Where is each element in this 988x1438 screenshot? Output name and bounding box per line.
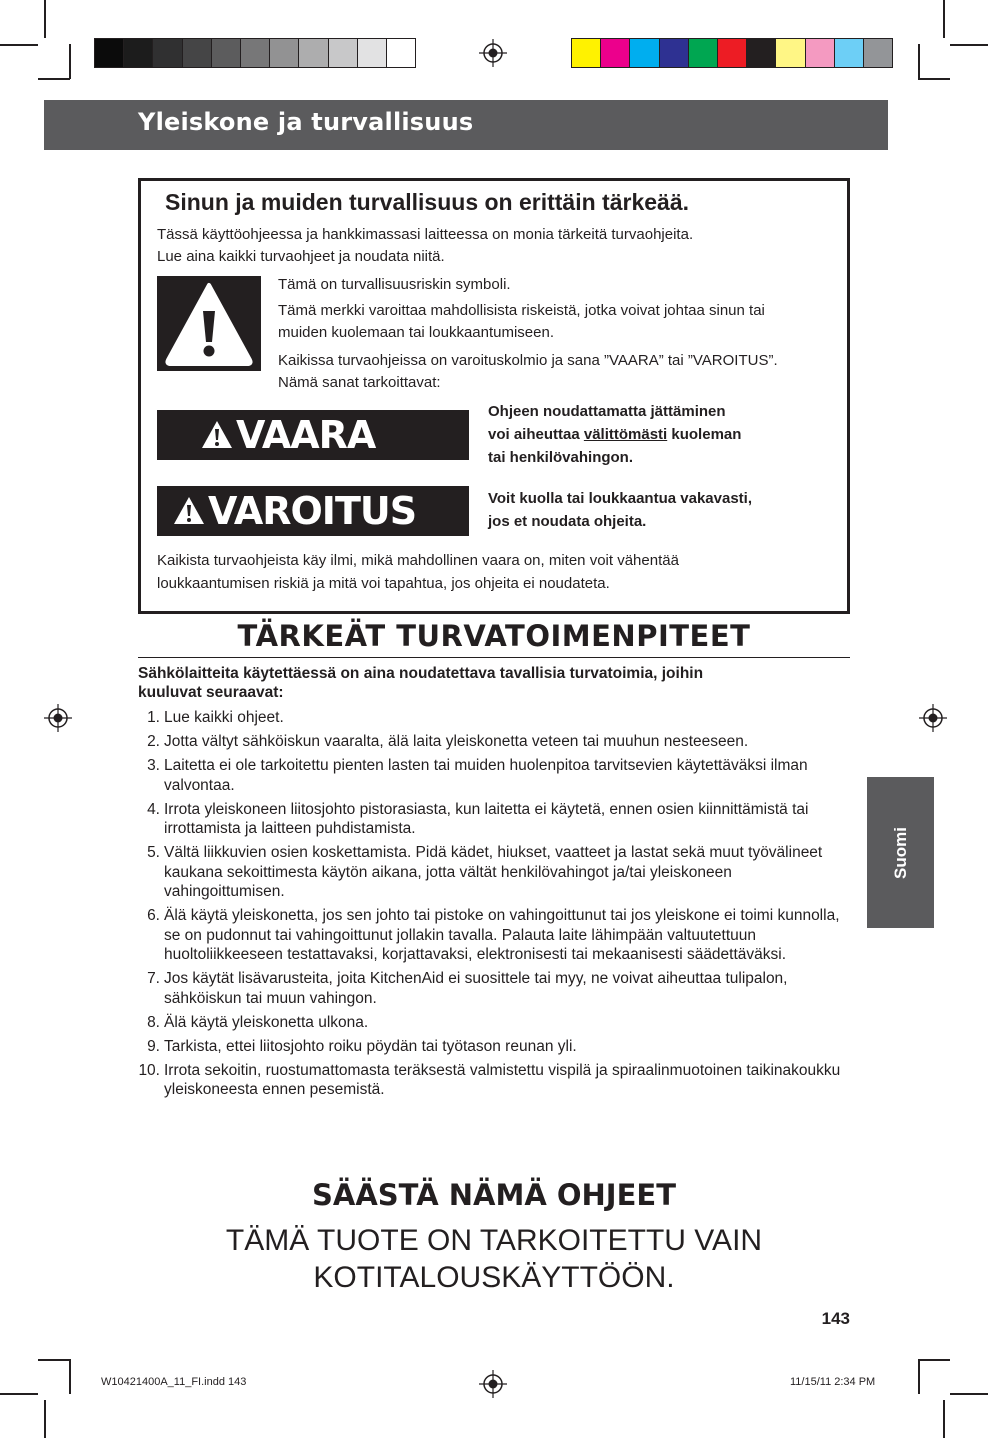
safeguard-item — [138, 756, 850, 795]
safeguard-item-number: 9. — [147, 1037, 160, 1055]
safeguard-item — [138, 1037, 850, 1057]
safeguard-item-text: Irrota yleiskoneen liitosjohto pistorasiasta, kun laitetta ei käytetä, ennen osien kiinnittämistä tai irrottamista ja laitteen puhdistamista. — [164, 800, 809, 837]
safeguard-item — [138, 800, 850, 839]
color-swatch — [572, 39, 601, 67]
color-swatch — [689, 39, 718, 67]
safeguard-item-number: 4. — [147, 800, 160, 818]
registration-mark-icon — [479, 39, 507, 67]
save-instructions-title: SÄÄSTÄ NÄMÄ OHJEET — [312, 1178, 676, 1212]
safety-intro-line: Lue aina kaikki turvaohjeet ja noudata niitä. — [157, 248, 445, 265]
color-swatch — [299, 39, 328, 67]
color-swatch — [212, 39, 241, 67]
crop-mark — [44, 1400, 46, 1438]
safeguard-item-text: Irrota sekoitin, ruostumattomasta teräksestä valmistettu vispilä ja spiraalinmuotoinen taikinakoukku yleiskoneesta ennen pesemistä. — [164, 1061, 841, 1098]
crop-mark — [0, 1393, 38, 1395]
danger-signal-bar — [157, 410, 469, 460]
danger-description-text: kuoleman — [667, 426, 742, 443]
crop-mark — [918, 1359, 950, 1361]
warning-signal-word: VAROITUS — [208, 489, 417, 533]
page-number: 143 — [821, 1309, 850, 1328]
safety-intro-line: Tässä käyttöohjeessa ja hankkimassasi laitteessa on monia tärkeitä turvaohjeita. — [157, 226, 694, 243]
grayscale-color-bar — [94, 38, 416, 68]
color-swatch — [358, 39, 387, 67]
crop-mark — [38, 1359, 70, 1361]
color-swatch — [630, 39, 659, 67]
color-swatch — [241, 39, 270, 67]
warning-triangle-icon — [200, 419, 234, 451]
safeguard-item-text: Älä käytä yleiskonetta, jos sen johto tai pistoke on vahingoittunut tai jos yleiskone ei toimi kunnolla, se on pudonnut tai vahingoittunut jollakin tavalla. Palauta laite lähimpään valtuutettuun huoltoliikkeeseen testattavaksi, korjattavaksi, elektronisesti tai mekaanisesti säädettäväksi. — [164, 907, 840, 963]
safeguard-item-number: 5. — [147, 844, 160, 861]
color-swatch — [183, 39, 212, 67]
color-swatch — [864, 39, 892, 67]
crop-mark — [950, 1393, 988, 1395]
crop-mark — [943, 1400, 945, 1438]
symbol-description: Tämä on turvallisuusriskin symboli. — [278, 276, 511, 293]
warning-description-line: jos et noudata ohjeita. — [488, 513, 647, 530]
crop-mark — [950, 44, 988, 46]
color-swatch — [95, 39, 124, 67]
safeguard-item-text: Tarkista, ettei liitosjohto roiku pöydän tai työtason reunan yli. — [164, 1037, 577, 1055]
household-use-notice — [138, 1222, 850, 1296]
safety-notice-box — [138, 178, 850, 614]
color-swatch — [660, 39, 689, 67]
safeguard-item — [138, 969, 850, 1008]
danger-signal-word: VAARA — [236, 413, 376, 457]
color-swatch — [835, 39, 864, 67]
crop-mark — [943, 0, 945, 38]
crop-mark — [38, 78, 70, 80]
color-swatch — [601, 39, 630, 67]
danger-description-emphasis: välittömästi — [583, 426, 668, 443]
danger-description-line: tai henkilövahingon. — [488, 449, 634, 466]
warning-triangle-icon — [157, 276, 261, 371]
color-swatch — [747, 39, 776, 67]
crop-mark — [918, 1359, 920, 1394]
safeguard-item — [138, 708, 850, 728]
color-swatch — [270, 39, 299, 67]
crop-mark — [0, 44, 38, 46]
warning-description-line: Tämä merkki varoittaa mahdollisista riskeistä, jotka voivat johtaa sinun tai — [278, 302, 765, 319]
safeguard-item-text: Älä käytä yleiskonetta ulkona. — [164, 1013, 369, 1031]
safeguard-item-text: Laitetta ei ole tarkoitettu pienten lasten tai muiden huolenpitoa tarvitsevien käytettäväksi ilman valvontaa. — [164, 757, 808, 794]
crop-mark — [69, 1359, 71, 1394]
safeguard-item-text: Lue kaikki ohjeet. — [164, 709, 284, 726]
safeguard-item-number: 1. — [147, 709, 160, 726]
signal-words-line: Kaikissa turvaohjeissa on varoituskolmio ja sana ”VAARA” tai ”VAROITUS”. — [278, 352, 778, 369]
safeguard-item — [138, 1013, 850, 1033]
registration-mark-icon — [479, 1370, 507, 1398]
safeguard-item — [138, 1061, 850, 1100]
safeguard-item-text: Jotta vältyt sähköiskun vaaralta, älä laita yleiskonetta veteen tai muuhun nesteeseen. — [164, 733, 749, 750]
safeguards-intro — [138, 664, 838, 702]
color-swatch — [124, 39, 153, 67]
color-swatch — [776, 39, 805, 67]
section-header-band — [44, 100, 888, 150]
danger-description-line: Ohjeen noudattamatta jättäminen — [488, 403, 726, 420]
safeguard-item-number: 2. — [147, 733, 160, 750]
safeguards-heading: TÄRKEÄT TURVATOIMENPITEET — [237, 619, 751, 653]
color-swatch — [718, 39, 747, 67]
safeguard-item-number: 10. — [138, 1061, 160, 1079]
print-slug-date: 11/15/11 2:34 PM — [790, 1376, 876, 1388]
safeguard-item — [138, 843, 850, 902]
crop-mark — [918, 78, 950, 80]
safeguard-item-number: 8. — [147, 1013, 160, 1031]
registration-mark-icon — [44, 704, 72, 732]
household-use-line: KOTITALOUSKÄYTTÖÖN. — [313, 1261, 675, 1294]
heading-divider — [138, 657, 850, 658]
safeguard-item-text: Jos käytät lisävarusteita, joita KitchenAid ei suosittele tai myy, ne voivat aiheuttaa tulipalon, sähköiskun tai muun vahingon. — [164, 970, 788, 1007]
safety-box-title: Sinun ja muiden turvallisuus on erittäin tärkeää. — [165, 189, 690, 215]
safeguard-item — [138, 732, 850, 752]
section-title: Yleiskone ja turvallisuus — [138, 108, 474, 136]
language-tab-label: Suomi — [890, 826, 910, 879]
color-swatch — [387, 39, 415, 67]
danger-description-text: voi aiheuttaa — [488, 426, 584, 443]
safety-alert-symbol — [157, 276, 261, 371]
safety-footer-line: Kaikista turvaohjeista käy ilmi, mikä mahdollinen vaara on, miten voit vähentää — [157, 552, 679, 569]
safeguards-intro-line: Sähkölaitteita käytettäessä on aina noudatettava tavallisia turvatoimia, joihin — [138, 665, 704, 682]
warning-triangle-icon — [172, 495, 206, 527]
household-use-line: TÄMÄ TUOTE ON TARKOITETTU VAIN — [225, 1224, 763, 1257]
warning-signal-bar — [157, 486, 469, 536]
crop-mark — [44, 0, 46, 38]
safeguard-item — [138, 906, 850, 965]
crop-mark — [69, 44, 71, 79]
process-color-bar — [571, 38, 893, 68]
danger-description-line — [488, 424, 741, 446]
language-tab — [867, 777, 934, 928]
safeguard-item-number: 7. — [147, 970, 160, 987]
safeguard-item-number: 6. — [147, 907, 160, 924]
signal-words-line: Nämä sanat tarkoittavat: — [278, 374, 441, 391]
safety-footer-line: loukkaantumisen riskiä ja mitä voi tapahtua, jos ohjeita ei noudateta. — [157, 575, 610, 592]
color-swatch — [153, 39, 182, 67]
color-swatch — [806, 39, 835, 67]
safeguard-item-text: Vältä liikkuvien osien koskettamista. Pidä kädet, hiukset, vaatteet ja lastat sekä muut työvälineet kaukana sekoittimesta käytön aikana, jotta vältät henkilövahingot ja/tai yleiskoneen vahingoittumisen. — [164, 844, 823, 900]
safeguard-item-number: 3. — [147, 757, 160, 774]
safeguards-list — [138, 708, 850, 1104]
print-slug-file: W10421400A_11_FI.indd 143 — [101, 1376, 247, 1388]
safeguards-intro-line: kuuluvat seuraavat: — [138, 684, 284, 701]
crop-mark — [918, 44, 920, 79]
registration-mark-icon — [919, 704, 947, 732]
warning-description-line: Voit kuolla tai loukkaantua vakavasti, — [488, 490, 752, 507]
warning-description-line: muiden kuolemaan tai loukkaantumiseen. — [278, 324, 554, 341]
color-swatch — [329, 39, 358, 67]
